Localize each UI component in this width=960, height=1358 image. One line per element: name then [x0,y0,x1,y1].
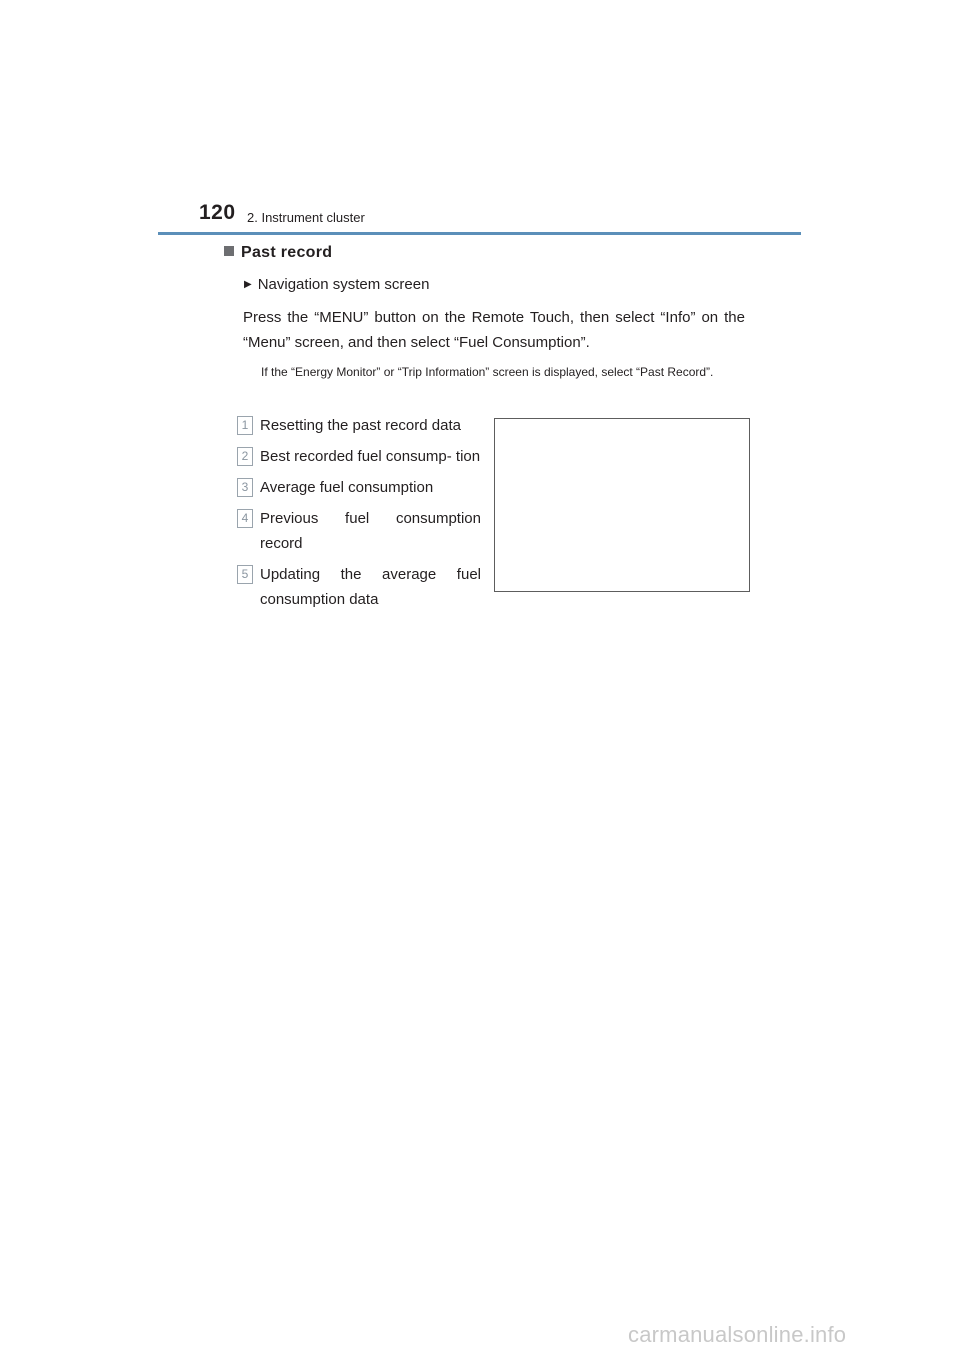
navigation-system-label: Navigation system screen [257,276,430,293]
list-item-text: Average fuel consumption [260,479,434,496]
subheading [224,244,332,262]
list-item [237,475,481,500]
list-item-text: Previous fuel consumption record [260,510,481,552]
list-item-text: Best recorded fuel consump- tion [260,448,481,465]
list-item-text: Resetting the past record data [260,417,461,434]
callout-number-badge: 1 [237,416,253,435]
callout-number-badge: 5 [237,565,253,584]
callout-number-badge: 3 [237,478,253,497]
section-title: 2. Instrument cluster [247,210,365,225]
page-number: 120 [199,201,236,224]
subheading-label: Past record [241,244,333,261]
instruction-paragraph: Press the “MENU” button on the Remote Touch, then select “Info” on the “Menu” screen, and then select “Fuel Consumption”. [243,309,745,351]
watermark: carmanualsonline.info [628,1322,847,1347]
list-item [237,413,481,438]
navigation-system-item [244,276,429,293]
list-item [237,444,481,469]
page-header [0,0,960,240]
list-item-text: Updating the average fuel consumption data [260,566,481,608]
triangle-right-icon: ▶ [244,279,252,290]
screen-illustration-frame [494,418,750,592]
header-divider [158,232,801,235]
list-item [237,506,481,556]
list-item [237,562,481,612]
callout-list [237,413,481,618]
square-bullet-icon [224,246,234,256]
callout-number-badge: 4 [237,509,253,528]
note-paragraph: If the “Energy Monitor” or “Trip Information” screen is displayed, select “Past Record”. [261,365,714,379]
callout-number-badge: 2 [237,447,253,466]
